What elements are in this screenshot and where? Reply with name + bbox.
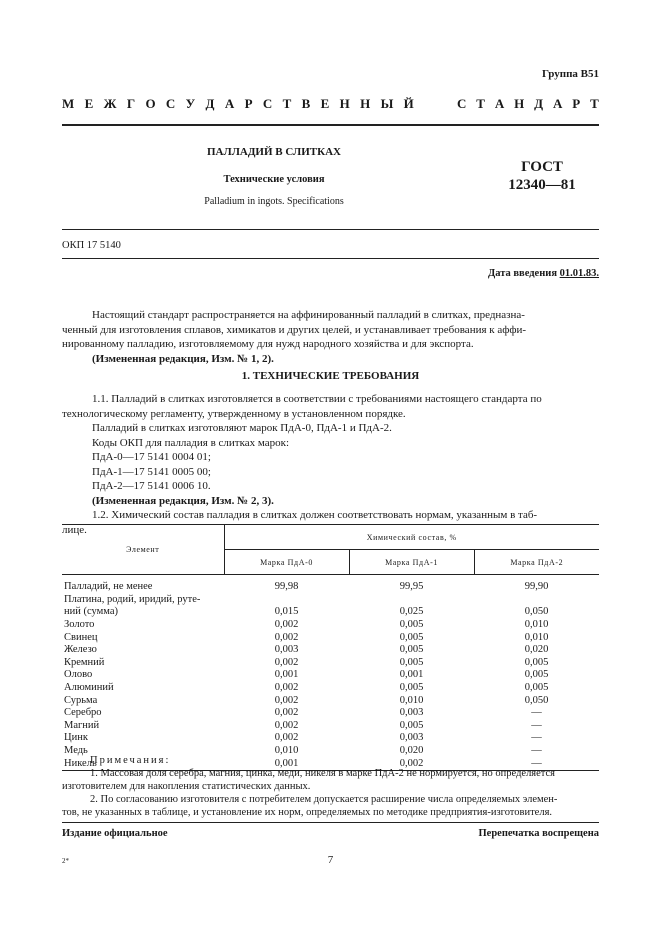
element-name-cell: Цинк: [64, 732, 88, 744]
table-row: [62, 669, 599, 682]
composition-value-cell: 0,002: [349, 757, 474, 770]
note-1-line: 1. Массовая доля серебра, магния, цинка, меди, никеля в марке ПдА-2 не нормируется, но определяется: [90, 768, 556, 779]
composition-value-cell: 0,005: [399, 656, 424, 668]
spaced-letter: Ы: [380, 96, 394, 111]
spaced-letter: С: [165, 96, 176, 111]
composition-value-cell: 0,005: [399, 644, 424, 656]
table-header-row: [62, 525, 599, 550]
group-code: Группа В51: [541, 68, 599, 80]
composition-value-cell: 0,005: [524, 656, 549, 668]
table-row: [62, 594, 599, 607]
spaced-letter: Т: [476, 96, 486, 111]
element-name-cell: Железо: [64, 644, 97, 656]
composition-value-cell: —: [531, 707, 542, 719]
introduction-date-label: Дата введения: [488, 268, 557, 279]
composition-value-cell: —: [474, 757, 599, 770]
table-row: [62, 694, 599, 707]
table-notes: [62, 754, 599, 819]
table-row: [62, 644, 599, 657]
composition-value-cell: 0,020: [399, 745, 424, 757]
composition-value-cell: 0,001: [399, 669, 424, 681]
composition-value-cell: 0,002: [274, 619, 299, 631]
element-name-cell: Магний: [64, 719, 100, 731]
spaced-letter: Д: [205, 96, 215, 111]
section-title: 1. ТЕХНИЧЕСКИЕ ТРЕБОВАНИЯ: [241, 370, 420, 382]
spaced-letter: М: [62, 96, 75, 111]
okp-code: ОКП 17 5140: [62, 240, 121, 251]
composition-value-cell: 0,025: [399, 606, 424, 618]
composition-value-cell: 0,050: [524, 694, 549, 706]
table-body: [62, 575, 599, 771]
spaced-letter: Е: [84, 96, 94, 111]
composition-value-cell: 0,015: [274, 606, 299, 618]
composition-value-cell: 0,050: [524, 606, 549, 618]
composition-value-cell: 0,003: [399, 707, 424, 719]
composition-value-cell: 0,002: [274, 694, 299, 706]
composition-value-cell: 0,002: [274, 682, 299, 694]
column-header-grade: Марка ПдА-1: [349, 550, 474, 575]
composition-value-cell: 0,010: [524, 631, 549, 643]
notes-header: Примечания:: [90, 755, 171, 766]
document-title: ПАЛЛАДИЙ В СЛИТКАХ: [207, 146, 341, 158]
note-2-line: 2. По согласованию изготовителя с потребителем допускается расширение числа определяемых элемен-: [90, 794, 558, 805]
spaced-letter: Н: [514, 96, 525, 111]
composition-value-cell: 0,002: [274, 732, 299, 744]
note-1-line: изготовителем для накопления статистических данных.: [62, 781, 311, 792]
intro-line: ченный для изготовления сплавов, химикатов и других целей, и устанавливает требования к аффи-: [62, 323, 526, 336]
spaced-letter: В: [301, 96, 311, 111]
composition-value-cell: 0,005: [399, 631, 424, 643]
spaced-letter: Д: [534, 96, 544, 111]
table-row: [62, 657, 599, 670]
composition-value-cell: [474, 594, 599, 607]
spaced-letter: А: [224, 96, 235, 111]
standard-word-standard: [457, 96, 599, 112]
spaced-letter: Г: [126, 96, 136, 111]
intro-line: нированному палладию, изготовляемому для нужд народного хозяйства и для экспорта.: [62, 338, 474, 350]
composition-value-cell: 0,010: [524, 619, 549, 631]
composition-value-cell: 0,005: [524, 669, 549, 681]
spaced-letter: Т: [590, 96, 599, 111]
gost-designation: [500, 158, 584, 194]
header-rule: [62, 124, 599, 126]
spaced-letter: Н: [339, 96, 350, 111]
okp-code-line: ПдА-2—17 5141 0006 10.: [92, 480, 211, 492]
intro-edition-note: (Измененная редакция, Изм. № 1, 2).: [92, 352, 274, 365]
grades-line: Палладий в слитках изготовляют марок ПдА-0, ПдА-1 и ПдА-2.: [92, 422, 392, 434]
introduction-date-value: 01.01.83.: [559, 268, 599, 279]
intro-line: Настоящий стандарт распространяется на аффинированный палладий в слитках, предназна-: [92, 309, 525, 321]
section1-body: [62, 392, 599, 537]
composition-value-cell: 0,005: [399, 719, 424, 731]
element-name-cell: Олово: [64, 669, 93, 681]
okp-code-line: ПдА-1—17 5141 0005 00;: [92, 465, 211, 478]
spaced-letter: А: [552, 96, 563, 111]
composition-value-cell: [349, 594, 474, 607]
composition-value-cell: —: [531, 745, 542, 757]
composition-value-cell: 0,001: [274, 669, 299, 681]
composition-value-cell: —: [531, 719, 542, 731]
composition-value-cell: 0,002: [274, 707, 299, 719]
footer-rule: [62, 822, 599, 823]
title-rule: [62, 229, 599, 230]
composition-value-cell: 0,003: [274, 644, 299, 656]
composition-value-cell: 0,005: [399, 619, 424, 631]
section1-edition-note: (Измененная редакция, Изм. № 2, 3).: [92, 494, 274, 507]
composition-value-cell: 99,95: [399, 581, 424, 593]
column-header-element: Элемент: [62, 525, 224, 575]
reprint-prohibited-label: Перепечатка воспрещена: [478, 828, 599, 839]
table-row: [62, 682, 599, 695]
spaced-letter: Й: [403, 96, 414, 111]
table-row: [62, 606, 599, 619]
element-name-cell: Свинец: [64, 631, 98, 643]
spaced-letter: Н: [360, 96, 371, 111]
column-group-header: Химический состав, %: [224, 525, 599, 550]
column-header-grade: Марка ПдА-2: [474, 550, 599, 575]
gost-label: ГОСТ: [521, 159, 563, 175]
element-name-cell: ний (сумма): [64, 606, 118, 618]
element-name-cell: Платина, родий, иридий, руте-: [64, 593, 201, 605]
element-name-cell: Серебро: [64, 707, 102, 719]
element-name-cell: Палладий, не менее: [64, 581, 153, 593]
spaced-letter: У: [185, 96, 196, 111]
composition-value-cell: 0,010: [399, 694, 424, 706]
composition-value-cell: [224, 594, 349, 607]
spaced-letter: Р: [244, 96, 253, 111]
standard-word-interstate: [62, 96, 414, 112]
spaced-letter: А: [494, 96, 505, 111]
element-name-cell: Кремний: [64, 656, 105, 668]
document-subtitle: Технические условия: [223, 174, 325, 185]
composition-value-cell: 99,90: [524, 581, 549, 593]
official-edition-label: Издание официальное: [62, 828, 168, 839]
spaced-letter: С: [457, 96, 467, 111]
element-name-cell: Алюминий: [64, 682, 114, 694]
element-name-cell: Никель: [62, 757, 224, 770]
spaced-letter: Е: [320, 96, 330, 111]
okp-code-line: ПдА-0—17 5141 0004 01;: [92, 451, 211, 463]
table-row: [62, 581, 599, 594]
element-name-cell: Медь: [64, 745, 88, 757]
composition-value-cell: 0,005: [399, 682, 424, 694]
spaced-letter: С: [262, 96, 273, 111]
composition-value-cell: —: [531, 732, 542, 744]
spaced-letter: Т: [282, 96, 292, 111]
page-number: 7: [327, 854, 334, 866]
introduction-date: [488, 268, 599, 279]
clause-1-1-line: 1.1. Палладий в слитках изготовляется в соответствии с требованиями настоящего стандарта по: [92, 393, 542, 405]
standard-type-line: [62, 96, 599, 112]
gost-number: 12340—81: [508, 177, 576, 193]
element-name-cell: Золото: [64, 619, 95, 631]
composition-value-cell: 0,002: [274, 719, 299, 731]
okp-rule: [62, 258, 599, 259]
table-row: [62, 707, 599, 720]
composition-value-cell: 0,002: [274, 631, 299, 643]
table-row: [62, 732, 599, 745]
clause-1-1-line: технологическому регламенту, утвержденному в установленном порядке.: [62, 407, 406, 420]
composition-value-cell: 99,98: [274, 581, 299, 593]
composition-value-cell: 0,002: [274, 656, 299, 668]
chemical-composition-table: [62, 524, 599, 771]
composition-value-cell: 0,010: [274, 745, 299, 757]
spaced-letter: О: [145, 96, 156, 111]
okp-codes-label: Коды ОКП для палладия в слитках марок:: [92, 436, 290, 449]
element-name-cell: Сурьма: [64, 694, 98, 706]
composition-value-cell: 0,001: [224, 757, 349, 770]
document-title-english: Palladium in ingots. Specifications: [204, 196, 344, 207]
clause-1-2-line: 1.2. Химический состав палладия в слитках должен соответствовать нормам, указанным в таб-: [92, 509, 538, 521]
table-row: [62, 631, 599, 644]
signature-mark: 2*: [62, 857, 69, 865]
composition-value-cell: 0,005: [524, 682, 549, 694]
spaced-letter: Ж: [103, 96, 117, 111]
table-row: [62, 720, 599, 733]
clause-1-2-line: лице.: [62, 523, 87, 536]
composition-value-cell: 0,003: [399, 732, 424, 744]
intro-paragraph: [62, 308, 599, 366]
composition-value-cell: 0,020: [524, 644, 549, 656]
note-2-line: тов, не указанных в таблице, и установление их норм, определяемых по методике предприятия-изготовителя.: [62, 807, 553, 818]
spaced-letter: Р: [572, 96, 581, 111]
table-row: [62, 619, 599, 632]
column-header-grade: Марка ПдА-0: [224, 550, 349, 575]
